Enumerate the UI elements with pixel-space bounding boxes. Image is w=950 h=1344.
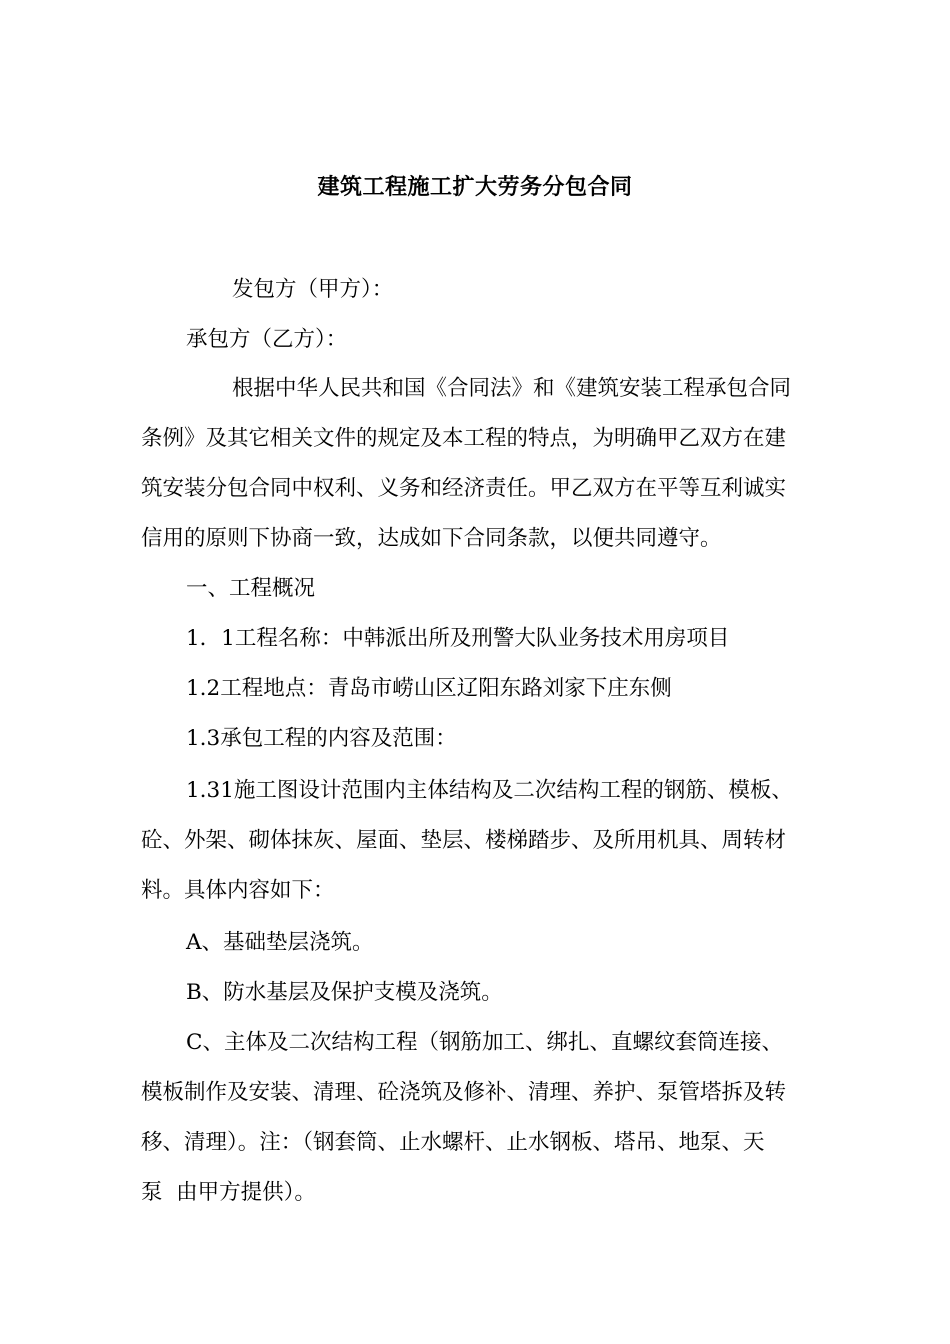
item-c-line-2: 模板制作及安装、清理、砼浇筑及修补、清理、养护、泵管塔拆及转 [141, 1080, 787, 1105]
item-b: B、防水基层及保护支模及浇筑。 [186, 980, 503, 1005]
item-a: A、基础垫层浇筑。 [186, 930, 374, 955]
item-c-line-1: C、主体及二次结构工程（钢筋加工、绑扎、直螺纹套筒连接、 [186, 1030, 783, 1055]
preamble-line-2: 条例》及其它相关文件的规定及本工程的特点，为明确甲乙双方在建 [141, 426, 787, 451]
item-1-31-line-2: 砼、外架、砌体抹灰、屋面、垫层、楼梯踏步、及所用机具、周转材 [141, 828, 787, 853]
item-1-2: 1.2工程地点：青岛市崂山区辽阳东路刘家下庄东侧 [186, 676, 672, 701]
item-1-31-line-1: 1.31施工图设计范围内主体结构及二次结构工程的钢筋、模板、 [186, 778, 793, 803]
item-1-31-line-3: 料。具体内容如下： [141, 878, 335, 903]
party-a-line: 发包方（甲方）： [232, 277, 394, 302]
item-1-1: 1．1工程名称：中韩派出所及刑警大队业务技术用房项目 [186, 626, 730, 651]
preamble-line-3: 筑安装分包合同中权利、义务和经济责任。甲乙双方在平等互利诚实 [141, 476, 787, 501]
preamble-line-1: 根据中华人民共和国《合同法》和《建筑安装工程承包合同 [232, 376, 792, 401]
preamble-line-4: 信用的原则下协商一致，达成如下合同条款，以便共同遵守。 [141, 526, 722, 551]
document-title: 建筑工程施工扩大劳务分包合同 [317, 174, 633, 200]
section-1-heading: 一、工程概况 [186, 576, 316, 601]
item-1-3: 1.3承包工程的内容及范围： [186, 726, 457, 751]
party-b-line: 承包方（乙方）： [186, 327, 348, 352]
item-c-line-4: 泵 由甲方提供）。 [141, 1180, 316, 1205]
item-c-line-3: 移、清理）。注：（钢套筒、止水螺杆、止水钢板、塔吊、地泵、天 [141, 1130, 765, 1155]
